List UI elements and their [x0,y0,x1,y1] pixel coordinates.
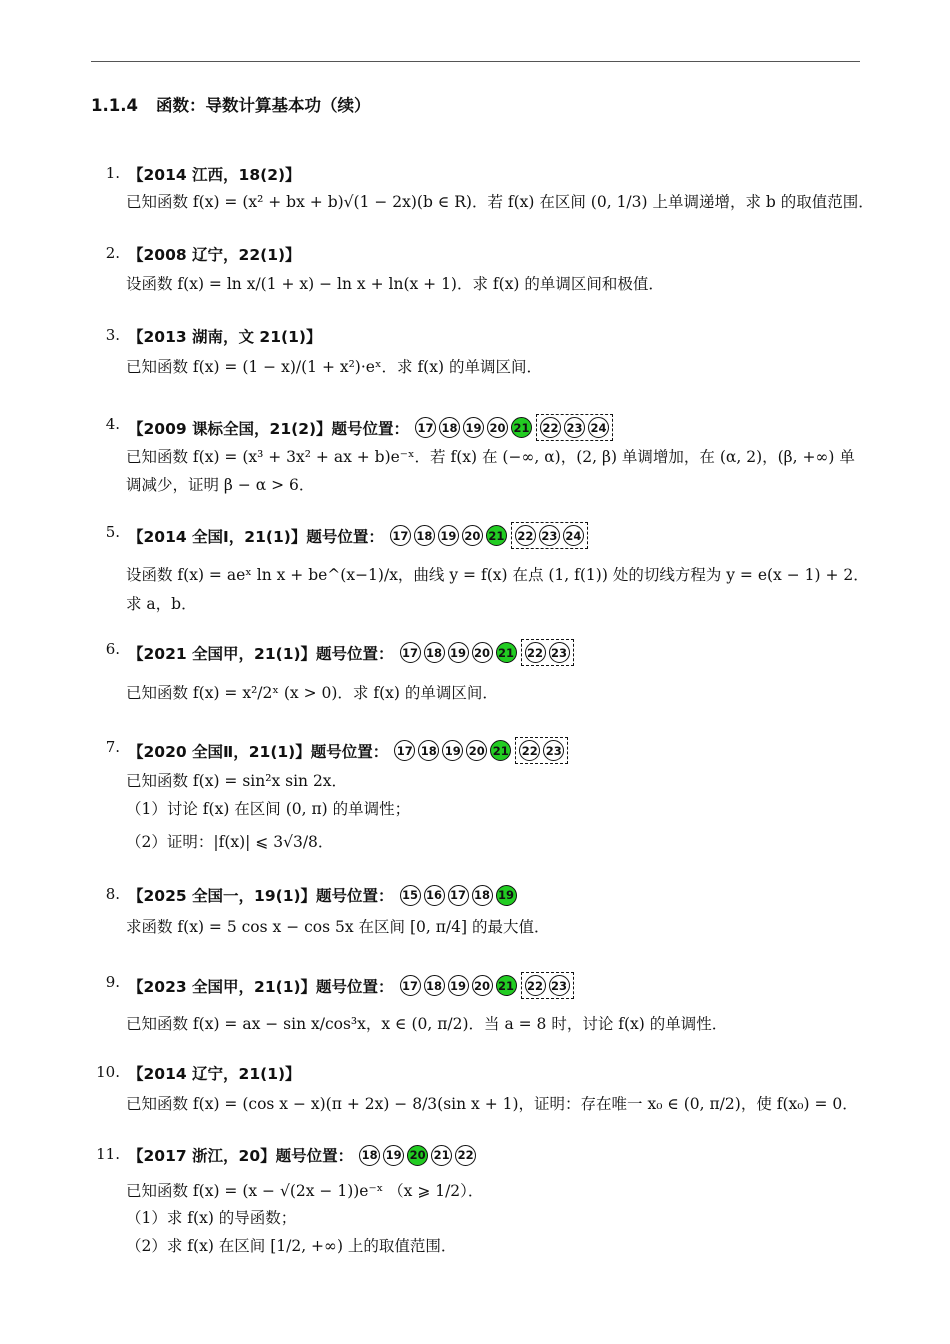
question-marker: 22 [525,642,546,663]
question-marker-current: 20 [407,1145,428,1166]
problem-statement-line: 已知函数 f(x) = ax − sin x/cos³x，x ∈ (0, π/2)．当 a = 8 时，讨论 f(x) 的单调性． [126,1015,728,1033]
question-marker-current: 21 [496,975,517,996]
problem-source [128,522,588,549]
question-marker-current: 21 [490,740,511,761]
question-marker: 24 [563,525,584,546]
question-marker: 19 [442,740,463,761]
question-marker: 23 [564,417,585,438]
question-marker: 22 [455,1145,476,1166]
question-marker: 20 [487,417,508,438]
problem-source-label: 【2008 辽宁，22(1)】 [128,246,301,264]
problem-source [128,1062,305,1084]
question-position-markers [390,522,588,549]
problem-statement-line: 已知函数 f(x) = (x³ + 3x² + ax + b)e⁻ˣ．若 f(x) 在 (−∞, α)，(2, β) 单调增加，在 (α, 2)，(β, +∞) 单 [126,448,855,466]
problem-number: 9. [105,973,120,991]
top-rule [91,61,860,62]
problem-source-label: 【2014 辽宁，21(1)】 [128,1065,301,1083]
question-marker: 20 [466,740,487,761]
question-position-markers [415,414,613,441]
question-marker: 17 [415,417,436,438]
question-marker: 22 [519,740,540,761]
problem-statement-line: 已知函数 f(x) = (1 − x)/(1 + x²)·eˣ．求 f(x) 的单调区间． [126,358,542,376]
problem-statement-line: （1）求 f(x) 的导函数； [126,1209,297,1227]
problem-statement-line: （2）证明：|f(x)| ⩽ 3√3/8． [126,833,334,851]
problem-source [128,414,613,441]
question-marker-current: 21 [486,525,507,546]
section-number: 1.1.4 [91,96,138,115]
problem-statement-line: 已知函数 f(x) = sin²x sin 2x． [126,772,348,790]
problem-statement-line: 设函数 f(x) = ln x/(1 + x) − ln x + ln(x + 1)．求 f(x) 的单调区间和极值． [126,275,664,293]
problem-number: 8. [105,885,120,903]
problem-source-label: 【2017 浙江，20】题号位置： [128,1147,354,1165]
question-marker: 22 [525,975,546,996]
question-marker: 15 [400,885,421,906]
problem-source [128,639,574,666]
question-marker: 20 [472,642,493,663]
problem-statement-line: 已知函数 f(x) = (cos x − x)(π + 2x) − 8/3(sin x + 1)，证明：存在唯一 x₀ ∈ (0, π/2)，使 f(x₀) = 0． [126,1095,858,1113]
problem-number: 6. [105,640,120,658]
question-marker: 17 [394,740,415,761]
question-position-markers [400,972,574,999]
problem-statement-line: 已知函数 f(x) = (x − √(2x − 1))e⁻ˣ （x ⩾ 1/2）． [126,1182,484,1200]
problem-number: 3. [105,326,120,344]
problem-source [128,972,574,999]
problem-statement-line: 求 a，b． [126,595,197,613]
question-marker: 18 [424,642,445,663]
question-marker: 18 [472,885,493,906]
problem-source [128,1144,476,1166]
problem-source [128,243,305,265]
problem-statement-line: 求函数 f(x) = 5 cos x − cos 5x 在区间 [0, π/4] 的最大值． [126,918,550,936]
problem-statement-line: （2）求 f(x) 在区间 [1/2, +∞) 上的取值范围． [126,1237,457,1255]
problem-source [128,737,568,764]
question-marker: 20 [472,975,493,996]
problem-statement-line: 已知函数 f(x) = (x² + bx + b)√(1 − 2x)(b ∈ R)．若 f(x) 在区间 (0, 1/3) 上单调递增，求 b 的取值范围． [126,193,874,211]
problem-number: 1. [105,164,120,182]
question-marker-dashed-group [515,737,568,764]
problem-source-label: 【2020 全国Ⅱ，21(1)】题号位置： [128,742,389,761]
question-marker-dashed-group [521,972,574,999]
question-marker: 18 [359,1145,380,1166]
question-position-markers [400,885,517,906]
question-marker-dashed-group [536,414,613,441]
section-title: 函数：导数计算基本功（续） [155,96,371,115]
problem-source-label: 【2013 湖南，文 21(1)】 [128,328,322,346]
question-marker: 17 [400,975,421,996]
question-marker: 18 [424,975,445,996]
question-marker: 24 [588,417,609,438]
problem-source-label: 【2014 江西，18(2)】 [128,166,301,184]
question-marker: 19 [463,417,484,438]
question-position-markers [359,1145,476,1166]
question-marker: 16 [424,885,445,906]
question-marker: 18 [439,417,460,438]
question-marker-dashed-group [521,639,574,666]
problem-statement-line: （1）讨论 f(x) 在区间 (0, π) 的单调性； [126,800,411,818]
problem-source-label: 【2023 全国甲，21(1)】题号位置： [128,977,394,996]
question-marker: 18 [414,525,435,546]
question-marker: 18 [418,740,439,761]
problem-source [128,163,305,185]
problem-number: 10. [96,1063,120,1081]
question-marker: 19 [448,642,469,663]
question-marker-current: 19 [496,885,517,906]
problem-source-label: 【2021 全国甲，21(1)】题号位置： [128,644,394,663]
question-marker: 19 [448,975,469,996]
problem-number: 2. [105,244,120,262]
question-marker-current: 21 [496,642,517,663]
problem-source-label: 【2025 全国一，19(1)】题号位置： [128,887,394,905]
question-marker: 17 [390,525,411,546]
question-marker: 23 [543,740,564,761]
problem-number: 7. [105,738,120,756]
question-marker: 23 [549,642,570,663]
problem-number: 11. [96,1145,120,1163]
question-marker: 23 [539,525,560,546]
question-position-markers [394,737,568,764]
question-marker: 19 [438,525,459,546]
question-marker-current: 21 [511,417,532,438]
problem-source-label: 【2014 全国Ⅰ，21(1)】题号位置： [128,527,384,546]
question-marker: 22 [515,525,536,546]
problem-statement-line: 已知函数 f(x) = x²/2ˣ (x > 0)．求 f(x) 的单调区间． [126,684,498,702]
section-heading [91,92,370,116]
problem-source [128,325,325,347]
question-marker-dashed-group [511,522,588,549]
problem-statement-line: 设函数 f(x) = aeˣ ln x + be^(x−1)/x，曲线 y = f(x) 在点 (1, f(1)) 处的切线方程为 y = e(x − 1) + 2． [126,566,869,584]
question-marker: 17 [448,885,469,906]
problem-statement-line: 调减少，证明 β − α > 6． [126,476,315,494]
question-marker: 21 [431,1145,452,1166]
question-marker: 19 [383,1145,404,1166]
question-marker: 23 [549,975,570,996]
problem-source-label: 【2009 课标全国，21(2)】题号位置： [128,419,410,438]
problem-source [128,884,517,906]
problem-number: 4. [105,415,120,433]
problem-number: 5. [105,523,120,541]
question-marker: 20 [462,525,483,546]
question-marker: 17 [400,642,421,663]
question-position-markers [400,639,574,666]
question-marker: 22 [540,417,561,438]
